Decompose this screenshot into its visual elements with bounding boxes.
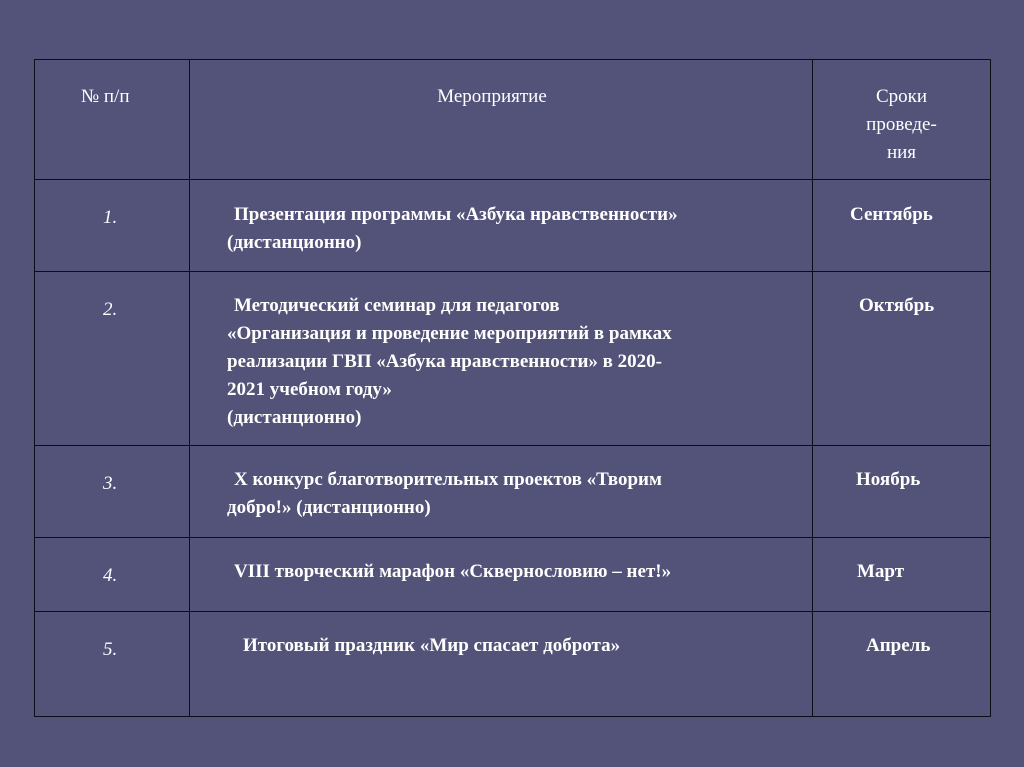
events-table xyxy=(34,59,991,717)
row-event-line: Методический семинар для педагогов xyxy=(234,295,560,316)
row-date: Сентябрь xyxy=(813,180,991,272)
row-event-line: «Организация и проведение мероприятий в рамках xyxy=(227,323,672,344)
table-header-row xyxy=(35,60,991,180)
row-event-line: 2021 учебном году» xyxy=(227,379,392,400)
row-event-line: Итоговый праздник «Мир спасает доброта» xyxy=(243,635,621,656)
row-event xyxy=(190,180,813,272)
table-row xyxy=(35,272,991,446)
row-event xyxy=(190,446,813,538)
row-event xyxy=(190,612,813,717)
row-number: 4. xyxy=(35,538,190,612)
header-date xyxy=(813,60,991,180)
row-number: 2. xyxy=(35,272,190,446)
row-event xyxy=(190,272,813,446)
row-event-line: добро!» (дистанционно) xyxy=(227,497,431,518)
row-date: Октябрь xyxy=(813,272,991,446)
row-number: 3. xyxy=(35,446,190,538)
table-row xyxy=(35,538,991,612)
header-number: № п/п xyxy=(35,60,190,180)
row-event-line: VIII творческий марафон «Сквернословию – нет!» xyxy=(234,561,672,582)
header-event: Мероприятие xyxy=(190,60,813,180)
row-event-line: (дистанционно) xyxy=(227,407,362,428)
row-date: Апрель xyxy=(813,612,991,717)
row-event-line: Презентация программы «Азбука нравственности» xyxy=(234,204,678,225)
row-event-line: (дистанционно) xyxy=(227,232,362,253)
row-number: 5. xyxy=(35,612,190,717)
row-event-line: X конкурс благотворительных проектов «Творим xyxy=(234,469,662,490)
header-date-line: ния xyxy=(886,142,917,163)
row-number: 1. xyxy=(35,180,190,272)
row-date: Ноябрь xyxy=(813,446,991,538)
row-date: Март xyxy=(813,538,991,612)
table-row xyxy=(35,446,991,538)
row-event xyxy=(190,538,813,612)
table-row xyxy=(35,180,991,272)
table-row xyxy=(35,612,991,717)
header-date-line: проведе- xyxy=(866,114,937,135)
header-date-line: Сроки xyxy=(875,86,928,107)
row-event-line: реализации ГВП «Азбука нравственности» в 2020- xyxy=(227,351,662,372)
